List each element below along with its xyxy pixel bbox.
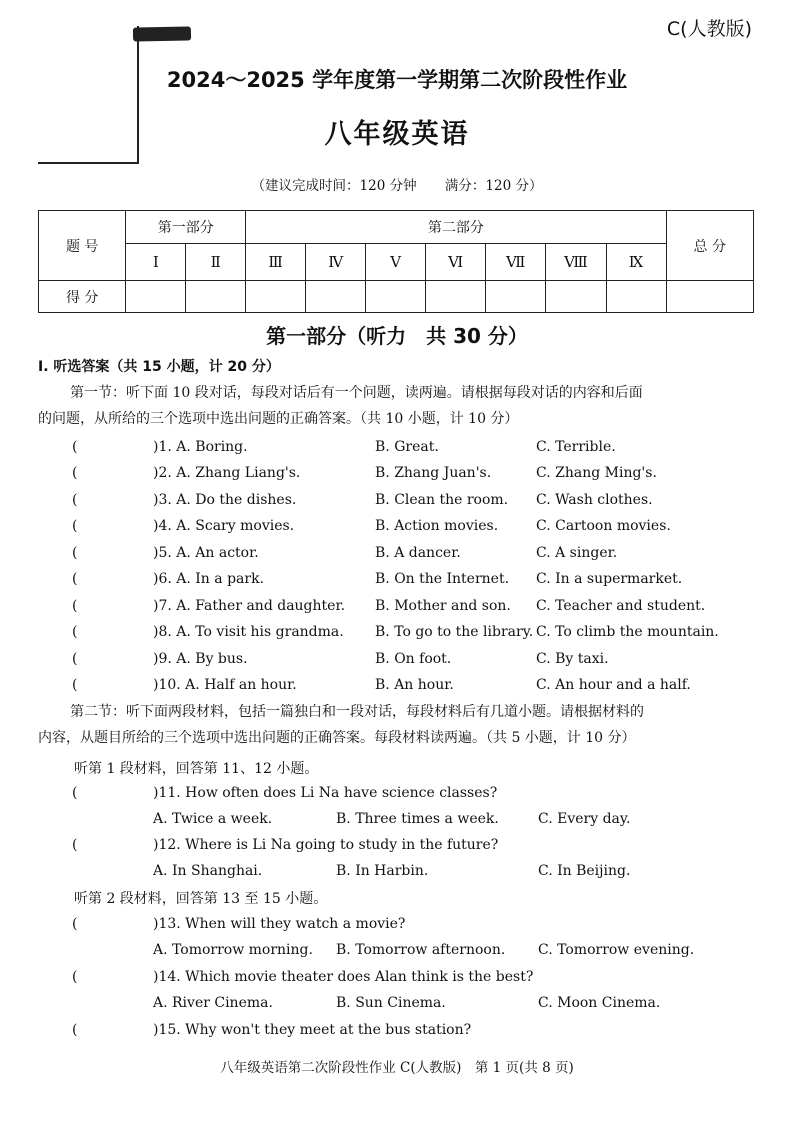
option-b: B. Action movies. <box>375 518 499 534</box>
question-5 <box>38 541 756 565</box>
score-cell[interactable] <box>126 281 186 313</box>
section1-instruction-cont: 的问题，从所给的三个选项中选出问题的正确答案。（共 10 小题，计 10 分） <box>38 411 519 427</box>
answer-bracket[interactable]: ( <box>72 439 78 455</box>
answer-bracket[interactable]: ( <box>72 624 78 640</box>
col-5: Ⅴ <box>366 244 426 281</box>
score-cell[interactable] <box>606 281 666 313</box>
option-a: A. River Cinema. <box>153 995 273 1011</box>
question-stem: )12. Where is Li Na going to study in the future? <box>153 837 499 853</box>
option-c: C. Every day. <box>538 811 631 827</box>
instruction-line: 第一节：听下面 10 段对话，每段对话后有一个问题，读两遍。请根据每段对话的内容和后面 <box>70 385 643 401</box>
option-c: C. In a supermarket. <box>536 571 683 587</box>
option-a: )6. A. In a park. <box>153 571 265 587</box>
options-13 <box>38 938 756 962</box>
material1-note: 听第 1 段材料，回答第 11、12 小题。 <box>74 761 319 777</box>
score-table <box>38 210 754 313</box>
option-b: B. On foot. <box>375 651 452 667</box>
score-cell[interactable] <box>366 281 426 313</box>
option-c: C. By taxi. <box>536 651 609 667</box>
option-c: C. In Beijing. <box>538 863 631 879</box>
option-b: B. On the Internet. <box>375 571 510 587</box>
option-b: B. A dancer. <box>375 545 461 561</box>
option-a: )2. A. Zhang Liang's. <box>153 465 301 481</box>
option-a: )5. A. An actor. <box>153 545 259 561</box>
total-header: 总 分 <box>666 211 753 281</box>
part2-header: 第二部分 <box>246 211 666 244</box>
option-a: )1. A. Boring. <box>153 439 248 455</box>
section2-instruction-cont: 内容，从题目所给的三个选项中选出问题的正确答案。每段材料读两遍。（共 5 小题，计 10 分） <box>38 730 636 746</box>
col-8: Ⅷ <box>546 244 606 281</box>
answer-bracket[interactable]: ( <box>72 598 78 614</box>
option-b: B. Tomorrow afternoon. <box>336 942 506 958</box>
section2-instruction: 第二节：听下面两段材料，包括一篇独白和一段对话，每段材料后有几道小题。请根据材料的 <box>70 704 644 720</box>
question-stem: )13. When will they watch a movie? <box>153 916 406 932</box>
part1-title: 第一部分（听力 共 30 分） <box>266 324 528 348</box>
question-15 <box>38 1018 756 1042</box>
question-6 <box>38 567 756 591</box>
options-11 <box>38 807 756 831</box>
answer-bracket[interactable]: ( <box>72 916 78 932</box>
option-a: )7. A. Father and daughter. <box>153 598 346 614</box>
option-b: B. An hour. <box>375 677 454 693</box>
option-b: B. Zhang Juan's. <box>375 465 492 481</box>
page-footer: 八年级英语第二次阶段性作业 C(人教版) 第 1 页(共 8 页) <box>220 1060 574 1076</box>
col-4: Ⅳ <box>306 244 366 281</box>
option-a: A. Twice a week. <box>153 811 273 827</box>
corner-line <box>38 162 138 164</box>
col-3: Ⅲ <box>246 244 306 281</box>
question-stem: )11. How often does Li Na have science classes? <box>153 785 498 801</box>
question-3 <box>38 488 756 512</box>
option-c: C. Terrible. <box>536 439 616 455</box>
option-c: C. Zhang Ming's. <box>536 465 657 481</box>
col-7: Ⅶ <box>486 244 546 281</box>
option-a: )4. A. Scary movies. <box>153 518 295 534</box>
answer-bracket[interactable]: ( <box>72 518 78 534</box>
row-label: 题 号 <box>39 211 126 281</box>
total-score-cell[interactable] <box>666 281 753 313</box>
option-c: C. Cartoon movies. <box>536 518 671 534</box>
option-c: C. Tomorrow evening. <box>538 942 695 958</box>
options-14 <box>38 991 756 1015</box>
col-6: Ⅵ <box>426 244 486 281</box>
option-b: B. Clean the room. <box>375 492 509 508</box>
answer-bracket[interactable]: ( <box>72 785 78 801</box>
score-note: 满分：120 分） <box>444 178 543 194</box>
answer-bracket[interactable]: ( <box>72 837 78 853</box>
option-c: C. Teacher and student. <box>536 598 706 614</box>
col-1: Ⅰ <box>126 244 186 281</box>
answer-bracket[interactable]: ( <box>72 651 78 667</box>
question-1 <box>38 435 756 459</box>
option-a: )8. A. To visit his grandma. <box>153 624 344 640</box>
question-11 <box>38 781 756 805</box>
answer-bracket[interactable]: ( <box>72 545 78 561</box>
option-a: )3. A. Do the dishes. <box>153 492 297 508</box>
option-c: C. A singer. <box>536 545 618 561</box>
option-b: B. In Harbin. <box>336 863 429 879</box>
question-14 <box>38 965 756 989</box>
answer-bracket[interactable]: ( <box>72 969 78 985</box>
score-cell[interactable] <box>546 281 606 313</box>
ink-smudge <box>133 26 191 41</box>
edition-label: C(人教版) <box>666 18 752 40</box>
option-b: B. To go to the library. <box>375 624 534 640</box>
question-12 <box>38 833 756 857</box>
score-label: 得 分 <box>39 281 126 313</box>
option-b: B. Sun Cinema. <box>336 995 446 1011</box>
time-note: （建议完成时间：120 分钟 <box>251 178 417 194</box>
material2-note: 听第 2 段材料，回答第 13 至 15 小题。 <box>74 891 328 907</box>
score-cell[interactable] <box>426 281 486 313</box>
option-c: C. Moon Cinema. <box>538 995 661 1011</box>
option-c: C. Wash clothes. <box>536 492 653 508</box>
option-b: B. Mother and son. <box>375 598 511 614</box>
col-2: Ⅱ <box>186 244 246 281</box>
option-c: C. To climb the mountain. <box>536 624 719 640</box>
document-title: 2024～2025 学年度第一学期第二次阶段性作业 <box>166 68 628 92</box>
score-cell[interactable] <box>486 281 546 313</box>
question-4 <box>38 514 756 538</box>
answer-bracket[interactable]: ( <box>72 492 78 508</box>
subject-title: 八年级英语 <box>324 119 470 150</box>
option-b: B. Great. <box>375 439 439 455</box>
option-a: )10. A. Half an hour. <box>153 677 297 693</box>
question-8 <box>38 620 756 644</box>
score-cell[interactable] <box>306 281 366 313</box>
part1-header: 第一部分 <box>126 211 246 244</box>
answer-bracket[interactable]: ( <box>72 677 78 693</box>
option-a: )9. A. By bus. <box>153 651 248 667</box>
score-cell[interactable] <box>186 281 246 313</box>
col-9: Ⅸ <box>606 244 666 281</box>
section1-instruction <box>38 380 756 406</box>
exam-meta <box>0 174 794 194</box>
question-10 <box>38 673 756 697</box>
section-title: Ⅰ. 听选答案（共 15 小题，计 20 分） <box>38 359 280 375</box>
question-7 <box>38 594 756 618</box>
question-2 <box>38 461 756 485</box>
option-a: A. Tomorrow morning. <box>153 942 313 958</box>
answer-bracket[interactable]: ( <box>72 465 78 481</box>
question-9 <box>38 647 756 671</box>
question-stem: )15. Why won't they meet at the bus station? <box>153 1022 472 1038</box>
score-cell[interactable] <box>246 281 306 313</box>
answer-bracket[interactable]: ( <box>72 1022 78 1038</box>
option-a: A. In Shanghai. <box>153 863 263 879</box>
question-13 <box>38 912 756 936</box>
option-b: B. Three times a week. <box>336 811 499 827</box>
answer-bracket[interactable]: ( <box>72 571 78 587</box>
option-c: C. An hour and a half. <box>536 677 691 693</box>
question-stem: )14. Which movie theater does Alan think is the best? <box>153 969 534 985</box>
options-12 <box>38 859 756 883</box>
